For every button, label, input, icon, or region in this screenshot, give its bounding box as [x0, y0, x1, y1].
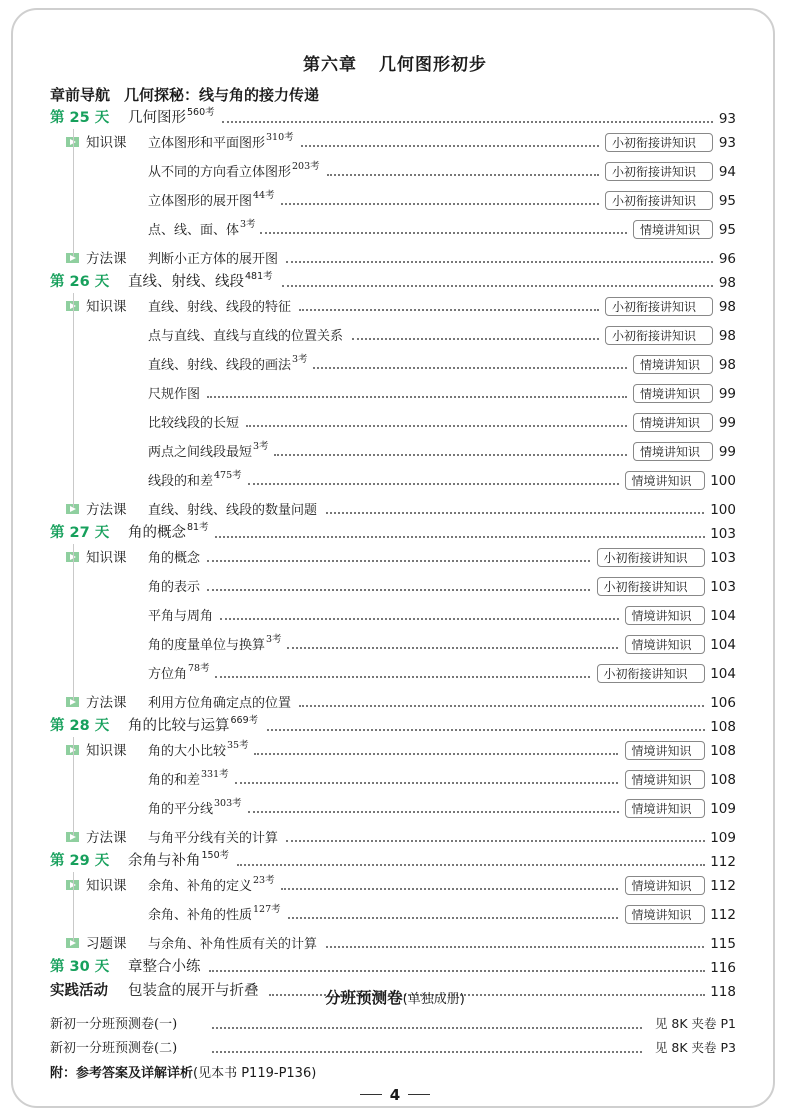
- exam-count: 310考: [266, 132, 294, 143]
- lesson-title: [148, 692, 291, 711]
- lesson-type: 方法课: [86, 251, 127, 267]
- toc-lesson-row[interactable]: [0, 322, 790, 346]
- knowledge-tag: 情境讲知识: [625, 876, 705, 895]
- leader-dots: [207, 589, 591, 591]
- tree-connector: [73, 129, 74, 257]
- leader-dots: [207, 396, 627, 398]
- toc-lesson-row[interactable]: [0, 158, 790, 182]
- toc-day-row[interactable]: [0, 954, 790, 978]
- exam-count: 23考: [253, 875, 275, 886]
- lesson-title-text: 角的大小比较: [148, 744, 227, 759]
- page-ref: 100: [710, 502, 736, 518]
- lesson-title: [148, 351, 308, 373]
- day-title-text: 余角与补角: [128, 853, 201, 869]
- page-ref: 104: [710, 666, 736, 682]
- exam-count: 303考: [214, 798, 242, 809]
- day-title-text: 章整合小练: [128, 959, 201, 975]
- knowledge-tag: 情境讲知识: [625, 606, 705, 625]
- toc-lesson-row[interactable]: [0, 351, 790, 375]
- lesson-title: [148, 187, 275, 209]
- lesson-title: [148, 158, 320, 180]
- page-ref: 103: [710, 550, 736, 566]
- toc-lesson-row[interactable]: [0, 660, 790, 684]
- knowledge-tag: 小初衔接讲知识: [605, 326, 713, 345]
- lesson-title: [148, 296, 291, 315]
- knowledge-tag: 情境讲知识: [633, 442, 713, 461]
- day-label: 第 30 天: [50, 959, 110, 975]
- page-ref: 99: [718, 386, 736, 402]
- lesson-type: 知识课: [86, 743, 127, 759]
- lesson-type: 知识课: [86, 135, 127, 151]
- lesson-title-text: 点、线、面、体: [148, 223, 240, 238]
- lesson-title-text: 尺规作图: [148, 387, 201, 402]
- page-ref: 93: [718, 111, 736, 127]
- leader-dots: [286, 261, 713, 263]
- leader-dots: [254, 753, 618, 755]
- lesson-title: [148, 766, 229, 788]
- lesson-title-text: 方位角: [148, 667, 188, 682]
- day-label: 第 26 天: [50, 274, 110, 290]
- page-ref: 99: [718, 415, 736, 431]
- day-title-text: 角的概念: [128, 525, 186, 541]
- page-ref: 94: [718, 164, 736, 180]
- lesson-title: [148, 383, 200, 402]
- page-ref: 99: [718, 444, 736, 460]
- leader-dots: [299, 309, 599, 311]
- lesson-title: [148, 827, 278, 846]
- exam-entry-1[interactable]: [50, 1013, 177, 1032]
- day-title-text: 直线、射线、线段: [128, 274, 244, 290]
- lesson-title: [148, 129, 294, 151]
- lesson-title-text: 平角与周角: [148, 609, 214, 624]
- leader-dots: [246, 425, 627, 427]
- exam-count: 475考: [214, 470, 242, 481]
- exam-count: 81考: [187, 522, 209, 533]
- exam-count: 3考: [240, 219, 256, 230]
- toc-lesson-row[interactable]: [0, 602, 790, 626]
- toc-lesson-row[interactable]: [0, 187, 790, 211]
- toc-day-row[interactable]: [0, 713, 790, 737]
- leader-dots: [352, 338, 599, 340]
- lesson-title: [148, 660, 210, 682]
- lesson-type: 知识课: [86, 878, 127, 894]
- page-ref: 112: [710, 907, 736, 923]
- exam-title: 新初一分班预测卷(一): [50, 1017, 178, 1032]
- leader-dots: [212, 1013, 642, 1029]
- toc-lesson-row[interactable]: [0, 795, 790, 819]
- knowledge-tag: 小初衔接讲知识: [605, 297, 713, 316]
- section-note: (单独成册): [402, 992, 465, 1007]
- lesson-title: [148, 467, 242, 489]
- page-ref: 103: [710, 579, 736, 595]
- page-ref: 93: [718, 135, 736, 151]
- lesson-title-text: 角的和差: [148, 773, 201, 788]
- exam-count: 560考: [187, 107, 215, 118]
- knowledge-tag: 小初衔接讲知识: [605, 133, 713, 152]
- exam-title: 新初一分班预测卷(二): [50, 1041, 178, 1056]
- day-title-text: 几何图形: [128, 110, 186, 126]
- exam-count: 127考: [253, 904, 281, 915]
- knowledge-tag: 情境讲知识: [633, 355, 713, 374]
- page-ref: 104: [710, 637, 736, 653]
- leader-dots: [235, 782, 619, 784]
- tree-connector: [73, 872, 74, 942]
- toc-lesson-row[interactable]: [0, 766, 790, 790]
- appendix-label: 附：参考答案及详解详析: [50, 1066, 194, 1081]
- lesson-title-text: 直线、射线、线段的特征: [148, 300, 292, 315]
- lesson-title-text: 与角平分线有关的计算: [148, 831, 279, 846]
- lesson-title: [148, 547, 200, 566]
- lesson-title: [148, 412, 239, 431]
- knowledge-tag: 小初衔接讲知识: [605, 162, 713, 181]
- lesson-title: [148, 901, 281, 923]
- footer-dash: [360, 1094, 382, 1095]
- practice-label: 实践活动: [50, 983, 108, 999]
- page-ref: 104: [710, 608, 736, 624]
- page-ref: 118: [710, 984, 736, 1000]
- lesson-title: [148, 933, 317, 952]
- knowledge-tag: 小初衔接讲知识: [597, 664, 705, 683]
- exam-count: 3考: [292, 354, 308, 365]
- leader-dots: [281, 203, 599, 205]
- section-heading: [0, 986, 790, 1008]
- leader-dots: [327, 174, 599, 176]
- page-ref: 98: [718, 275, 736, 291]
- lesson-title: [148, 216, 256, 238]
- exam-ref: 见 8K 夹卷 P1: [654, 1016, 736, 1031]
- page-ref: 106: [710, 695, 736, 711]
- leader-dots: [207, 560, 591, 562]
- leader-dots: [326, 512, 705, 514]
- page-number: 4: [389, 1086, 401, 1104]
- knowledge-tag: 情境讲知识: [625, 770, 705, 789]
- toc-lesson-row[interactable]: [0, 216, 790, 240]
- toc-lesson-row[interactable]: [0, 544, 790, 568]
- exam-entry-2[interactable]: [50, 1037, 177, 1056]
- knowledge-tag: 小初衔接讲知识: [597, 548, 705, 567]
- lesson-type: 知识课: [86, 550, 127, 566]
- tree-connector: [73, 544, 74, 701]
- knowledge-tag: 情境讲知识: [633, 384, 713, 403]
- page-footer: [0, 1086, 790, 1104]
- leader-dots: [215, 536, 705, 538]
- lesson-title: [148, 872, 275, 894]
- toc-day-row[interactable]: [0, 520, 790, 544]
- lesson-type: 习题课: [86, 936, 127, 952]
- page-ref: 108: [710, 743, 736, 759]
- lesson-title-text: 比较线段的长短: [148, 416, 240, 431]
- day-title-text: 角的比较与运算: [128, 718, 230, 734]
- day-label: 第 25 天: [50, 110, 110, 126]
- lesson-title-text: 判断小正方体的展开图: [148, 252, 279, 267]
- day-title: [128, 955, 201, 976]
- lesson-title-text: 与余角、补角性质有关的计算: [148, 937, 318, 952]
- page-ref: 98: [718, 357, 736, 373]
- lesson-type: 方法课: [86, 830, 127, 846]
- lesson-title-text: 线段的和差: [148, 474, 214, 489]
- preface-label: 章前导航: [50, 86, 111, 104]
- page-ref: 98: [718, 328, 736, 344]
- leader-dots: [222, 121, 713, 123]
- toc-lesson-row[interactable]: [0, 496, 790, 520]
- lesson-title-text: 角的概念: [148, 551, 201, 566]
- day-title: [128, 712, 258, 735]
- lesson-title: [148, 631, 282, 653]
- toc-lesson-row[interactable]: [0, 245, 790, 269]
- chapter-number: 第六章: [303, 55, 357, 75]
- lesson-title-text: 立体图形的展开图: [148, 194, 253, 209]
- page-ref: 109: [710, 830, 736, 846]
- leader-dots: [260, 232, 627, 234]
- day-title: [128, 847, 229, 870]
- toc-lesson-row[interactable]: [0, 737, 790, 761]
- toc-day-row[interactable]: [0, 269, 790, 293]
- exam-ref: 见 8K 夹卷 P3: [654, 1040, 736, 1055]
- lesson-title-text: 余角、补角的性质: [148, 908, 253, 923]
- toc-day-row[interactable]: [0, 105, 790, 129]
- leader-dots: [326, 946, 705, 948]
- leader-dots: [274, 454, 627, 456]
- exam-count: 481考: [245, 271, 273, 282]
- leader-dots: [248, 483, 619, 485]
- knowledge-tag: 情境讲知识: [625, 471, 705, 490]
- day-title: [128, 104, 215, 127]
- exam-count: 44考: [253, 190, 275, 201]
- page-ref: 116: [710, 960, 736, 976]
- leader-dots: [209, 970, 705, 972]
- section-title: 分班预测卷: [325, 989, 403, 1007]
- toc-lesson-row[interactable]: [0, 631, 790, 655]
- leader-dots: [281, 888, 619, 890]
- toc-lesson-row[interactable]: [0, 293, 790, 317]
- knowledge-tag: 情境讲知识: [633, 413, 713, 432]
- chapter-name: 几何图形初步: [379, 55, 487, 75]
- leader-dots: [313, 367, 627, 369]
- lesson-title-text: 角的表示: [148, 580, 201, 595]
- knowledge-tag: 情境讲知识: [625, 799, 705, 818]
- knowledge-tag: 小初衔接讲知识: [597, 577, 705, 596]
- leader-dots: [282, 285, 713, 287]
- chapter-heading: [0, 50, 790, 75]
- preface-title: 几何探秘：线与角的接力传递: [124, 86, 320, 104]
- footer-dash: [408, 1094, 430, 1095]
- lesson-title-text: 两点之间线段最短: [148, 445, 253, 460]
- day-label: 第 28 天: [50, 718, 110, 734]
- leader-dots: [237, 864, 705, 866]
- appendix-line[interactable]: [50, 1062, 316, 1081]
- day-title-text: 包装盒的展开与折叠: [128, 983, 259, 999]
- exam-count: 3考: [253, 441, 269, 452]
- toc-lesson-row[interactable]: [0, 438, 790, 462]
- knowledge-tag: 情境讲知识: [625, 741, 705, 760]
- toc-lesson-row[interactable]: [0, 380, 790, 404]
- tree-connector: [73, 293, 74, 508]
- exam-count: 3考: [266, 634, 282, 645]
- toc-lesson-row[interactable]: [0, 930, 790, 954]
- lesson-type: 方法课: [86, 502, 127, 518]
- toc-lesson-row[interactable]: [0, 573, 790, 597]
- page-ref: 112: [710, 878, 736, 894]
- leader-dots: [287, 647, 619, 649]
- toc-lesson-row[interactable]: [0, 409, 790, 433]
- lesson-title-text: 直线、射线、线段的画法: [148, 358, 292, 373]
- lesson-title: [148, 325, 343, 344]
- lesson-title-text: 角的平分线: [148, 802, 214, 817]
- tree-connector: [73, 737, 74, 836]
- day-title: [128, 268, 273, 291]
- lesson-title-text: 余角、补角的定义: [148, 879, 253, 894]
- leader-dots: [288, 917, 619, 919]
- leader-dots: [220, 618, 619, 620]
- page-ref: 112: [710, 854, 736, 870]
- exam-count: 150考: [201, 850, 230, 861]
- leader-dots: [286, 840, 705, 842]
- lesson-title: [148, 795, 242, 817]
- lesson-type: 方法课: [86, 695, 127, 711]
- day-label: 第 29 天: [50, 853, 110, 869]
- knowledge-tag: 小初衔接讲知识: [605, 191, 713, 210]
- leader-dots: [212, 1037, 642, 1053]
- page-ref: 96: [718, 251, 736, 267]
- appendix-note: (见本书 P119-P136): [193, 1066, 317, 1081]
- toc-lesson-row[interactable]: [0, 129, 790, 153]
- exam-count: 669考: [230, 715, 259, 726]
- exam-count: 203考: [292, 161, 320, 172]
- page-ref: 103: [710, 526, 736, 542]
- leader-dots: [299, 705, 704, 707]
- lesson-title-text: 从不同的方向看立体图形: [148, 165, 292, 180]
- knowledge-tag: 情境讲知识: [625, 905, 705, 924]
- toc-day-row[interactable]: [0, 848, 790, 872]
- lesson-title: [148, 737, 249, 759]
- page-ref: 100: [710, 473, 736, 489]
- toc-lesson-row[interactable]: [0, 872, 790, 896]
- lesson-title-text: 直线、射线、线段的数量问题: [148, 503, 318, 518]
- day-title: [128, 519, 209, 542]
- lesson-title: [148, 576, 200, 595]
- page-ref: 108: [710, 719, 736, 735]
- knowledge-tag: 情境讲知识: [633, 220, 713, 239]
- page-ref: 108: [710, 772, 736, 788]
- lesson-title: [148, 605, 213, 624]
- toc-lesson-row[interactable]: [0, 824, 790, 848]
- preface-line[interactable]: [50, 84, 319, 105]
- lesson-title: [148, 499, 317, 518]
- leader-dots: [267, 729, 705, 731]
- lesson-title-text: 立体图形和平面图形: [148, 136, 266, 151]
- exam-count: 35考: [227, 740, 249, 751]
- page-ref: 95: [718, 193, 736, 209]
- toc-lesson-row[interactable]: [0, 467, 790, 491]
- toc-lesson-row[interactable]: [0, 689, 790, 713]
- knowledge-tag: 情境讲知识: [625, 635, 705, 654]
- lesson-type: 知识课: [86, 299, 127, 315]
- page-ref: 98: [718, 299, 736, 315]
- leader-dots: [301, 145, 599, 147]
- toc-lesson-row[interactable]: [0, 901, 790, 925]
- lesson-title: [148, 248, 278, 267]
- page-ref: 115: [710, 936, 736, 952]
- leader-dots: [248, 811, 619, 813]
- lesson-title-text: 利用方位角确定点的位置: [148, 696, 292, 711]
- page-ref: 95: [718, 222, 736, 238]
- day-label: 第 27 天: [50, 525, 110, 541]
- exam-count: 78考: [188, 663, 210, 674]
- leader-dots: [215, 676, 591, 678]
- lesson-title: [148, 438, 269, 460]
- exam-count: 331考: [201, 769, 229, 780]
- lesson-title-text: 点与直线、直线与直线的位置关系: [148, 329, 344, 344]
- page-ref: 109: [710, 801, 736, 817]
- lesson-title-text: 角的度量单位与换算: [148, 638, 266, 653]
